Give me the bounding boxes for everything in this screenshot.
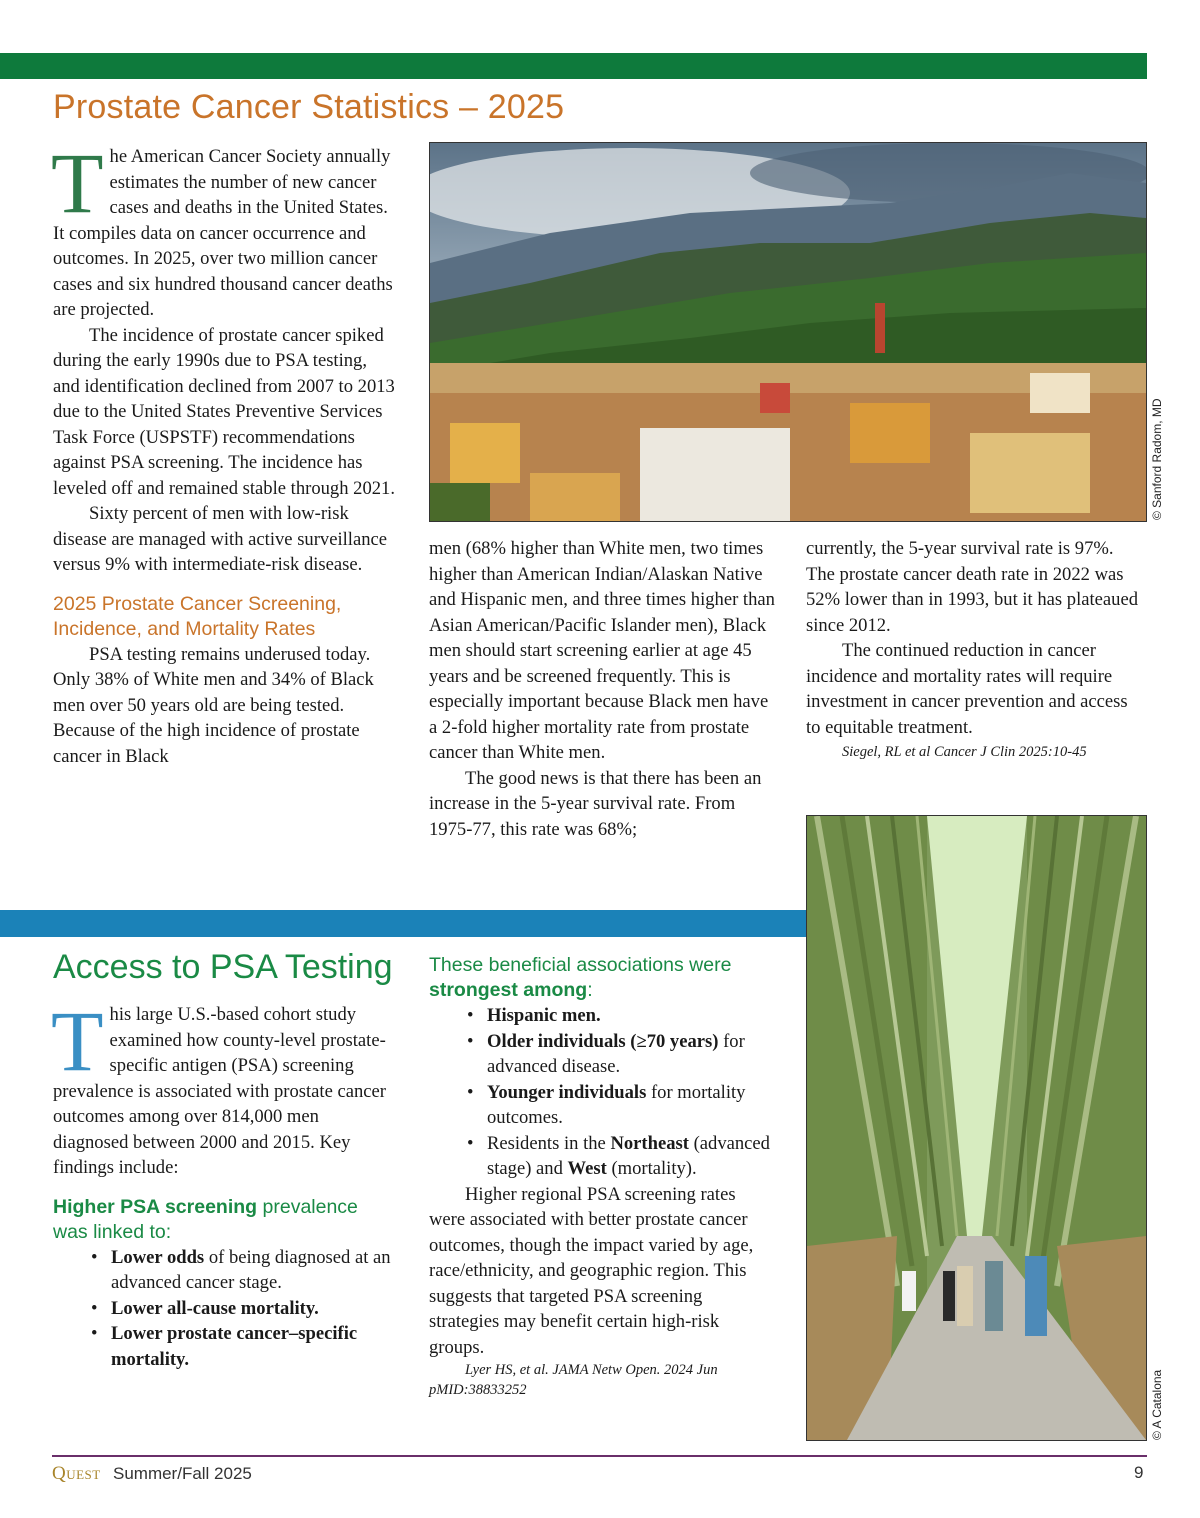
- bamboo-illustration: [807, 816, 1146, 1440]
- intro-paragraph-2: The incidence of prostate cancer spiked during the early 1990s due to PSA testing, and identification declined from 2007 to 2013 due to the United States Preventive Services Task Force (USPSTF) recommendations against PSA screening. The incidence has leveled off and remained stable through 2021.: [53, 324, 395, 499]
- reduction-paragraph: The continued reduction in cancer incidence and mortality rates will require investment in cancer prevention and access to equitable treatment.: [806, 640, 1128, 738]
- linked-item-bold: Lower prostate cancer–specific mortality.: [111, 1323, 358, 1370]
- top-green-bar: [0, 53, 1147, 79]
- associations-list: [465, 1003, 774, 1182]
- linked-subhead-bold: Higher PSA screening: [53, 1195, 258, 1218]
- assoc-item-post: (mortality).: [606, 1158, 697, 1179]
- screening-text-col2: [429, 536, 779, 842]
- linked-item-text: of being diagnosed at an advanced cancer stage.: [111, 1246, 391, 1293]
- assoc-item-bold2: West: [567, 1158, 607, 1179]
- lyer-citation: Lyer HS, et al. JAMA Netw Open. 2024 Jun pMID:38833252: [429, 1362, 718, 1398]
- town-illustration: [430, 143, 1146, 521]
- section-blue-bar: [0, 910, 806, 937]
- screening-subhead: 2025 Prostate Cancer Screening, Incidence, and Mortality Rates: [53, 592, 342, 640]
- intro-paragraph-3: Sixty percent of men with low-risk disease are managed with active surveillance versus 9% with intermediate-risk disease.: [53, 503, 388, 575]
- access-dropcap: T: [51, 993, 104, 1089]
- footer-brand: Quest: [52, 1463, 101, 1484]
- assoc-item-bold: Hispanic men.: [487, 1005, 601, 1026]
- bamboo-photo-credit: © A Catalona: [1150, 1369, 1164, 1440]
- page-title: Prostate Cancer Statistics – 2025: [53, 88, 565, 126]
- access-text-col2: [429, 953, 774, 1400]
- screening-paragraph-1-cont: men (68% higher than White men, two times higher than American Indian/Alaskan Native and Hispanic men, and three times higher than Asian American/Pacific Islander men), Black men should start screening earlier at age 45 years and be screened frequently. This is especially important because Black men have a 2-fold higher mortality rate from prostate cancer than White men.: [429, 538, 775, 763]
- town-photo-credit: © Sanford Radom, MD: [1150, 398, 1164, 520]
- access-text-col1: [51, 993, 393, 1372]
- assoc-item-mid: for mortality outcomes.: [487, 1081, 746, 1128]
- access-title: Access to PSA Testing: [53, 948, 393, 986]
- footer-issue: [52, 1463, 252, 1485]
- associations-subhead-pre: These beneficial associations were: [429, 954, 732, 976]
- town-photo: [429, 142, 1147, 522]
- assoc-item-pre: Residents in the: [487, 1132, 611, 1154]
- assoc-item-mid: for advanced disease.: [487, 1030, 745, 1077]
- linked-subhead: [53, 1195, 393, 1245]
- intro-dropcap: T: [51, 135, 104, 231]
- assoc-item-mid: (advanced stage) and: [487, 1132, 770, 1179]
- assoc-item-bold: Older individuals (≥70 years): [487, 1030, 719, 1052]
- bamboo-photo: [806, 815, 1147, 1441]
- linked-item: [89, 1321, 393, 1372]
- siegel-citation: Siegel, RL et al Cancer J Clin 2025:10-45: [842, 744, 1087, 760]
- linked-item-bold: Lower odds: [111, 1246, 205, 1268]
- linked-list: [89, 1245, 393, 1373]
- footer-issue-text: Summer/Fall 2025: [112, 1464, 252, 1483]
- survival-paragraph: The good news is that there has been an increase in the 5-year survival rate. From 1975-77, this rate was 68%;: [429, 767, 762, 840]
- linked-item-bold: Lower all-cause mortality.: [111, 1297, 319, 1319]
- associations-item: [465, 1080, 774, 1131]
- associations-item: [465, 1131, 774, 1182]
- associations-subhead-post: :: [587, 979, 593, 1001]
- linked-item: [89, 1245, 393, 1296]
- assoc-item-bold: Younger individuals: [487, 1081, 647, 1103]
- intro-text: [51, 135, 398, 769]
- associations-subhead: [429, 953, 774, 1003]
- associations-item: [465, 1029, 774, 1080]
- linked-subhead-rest: prevalence was linked to:: [53, 1195, 358, 1243]
- associations-subhead-bold: strongest among: [429, 979, 588, 1001]
- page-number: 9: [1134, 1463, 1144, 1482]
- footer-rule: [52, 1455, 1147, 1457]
- intro-paragraph-1: he American Cancer Society annually estimates the number of new cancer cases and deaths in the United States. It compiles data on cancer occurrence and outcomes. In 2025, over two million cancer cases and six hundred thousand cancer deaths are projected.: [53, 146, 393, 320]
- assoc-item-bold: Northeast: [610, 1132, 689, 1154]
- regional-paragraph: Higher regional PSA screening rates were associated with better prostate cancer outcomes, though the impact varied by age, race/ethnicity, and geographic region. This suggests that targeted PSA screening strategies may benefit certain high-risk groups.: [429, 1183, 754, 1358]
- screening-text-col3: [806, 536, 1146, 762]
- survival-paragraph-cont: currently, the 5-year survival rate is 97%. The prostate cancer death rate in 2022 was 52% lower than in 1993, but it has plateaued since 2012.: [806, 538, 1139, 636]
- associations-item: [465, 1003, 774, 1029]
- screening-paragraph-1: PSA testing remains underused today. Only 38% of White men and 34% of Black men over 50 years old are being tested. Because of the high incidence of prostate cancer in Black: [53, 643, 374, 767]
- access-paragraph-1: his large U.S.-based cohort study examined how county-level prostate-specific antigen (PSA) screening prevalence is associated with prostate cancer outcomes among over 814,000 men diagnosed between 2000 and 2015. Key findings include:: [53, 1004, 386, 1178]
- linked-item: [89, 1296, 393, 1322]
